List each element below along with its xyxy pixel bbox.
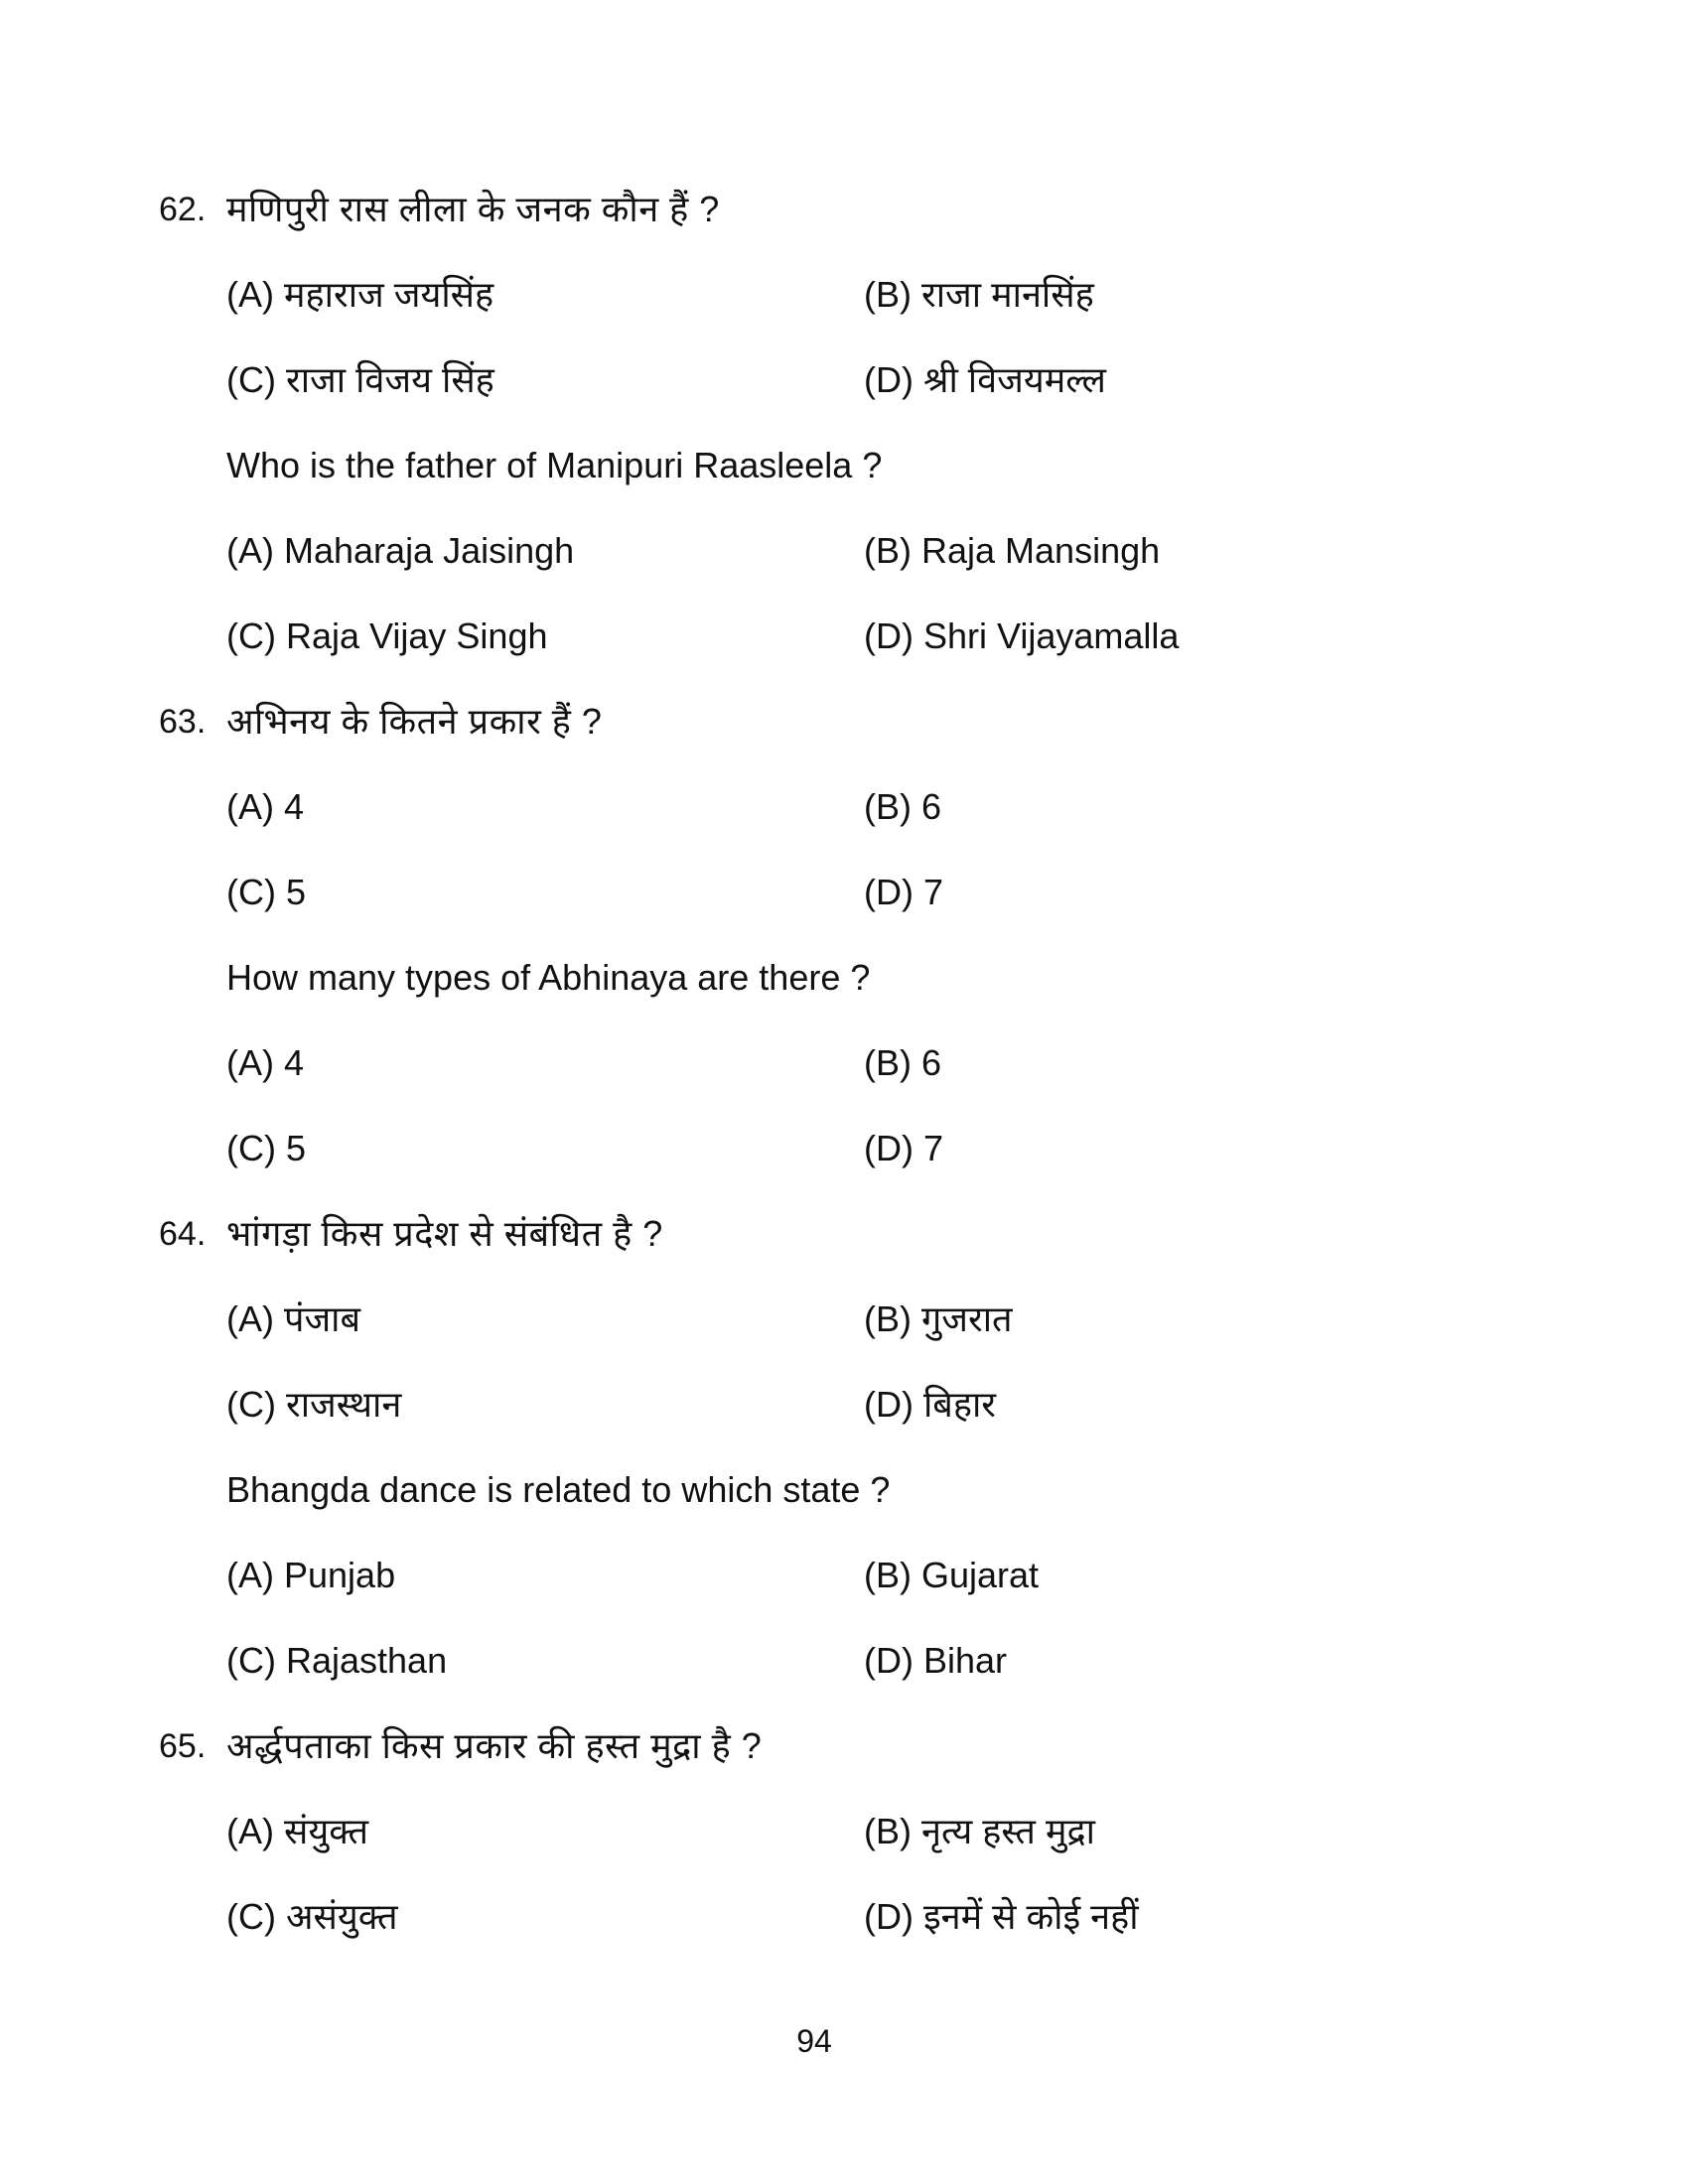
- option-text: 5: [285, 1128, 307, 1168]
- option-b-hindi: [864, 1811, 1095, 1852]
- question-block-64: [0, 1213, 1688, 1682]
- option-text: Punjab: [284, 1555, 396, 1595]
- option-text: इनमें से कोई नहीं: [922, 1896, 1139, 1937]
- option-text: Shri Vijayamalla: [922, 615, 1180, 656]
- option-label: (D): [864, 1640, 914, 1681]
- option-label: (A): [226, 1811, 274, 1851]
- option-text: 6: [921, 1042, 942, 1083]
- option-label: (B): [864, 530, 912, 571]
- option-label: (A): [226, 1298, 274, 1339]
- option-a-english: [226, 1042, 864, 1084]
- option-b-english: [864, 1042, 941, 1084]
- question-text-english: [226, 445, 1688, 486]
- question-number: 65.: [159, 1727, 207, 1765]
- option-a-english: [226, 1555, 864, 1596]
- question-block-65: [0, 1725, 1688, 1938]
- question-text-english-label: Who is the father of Manipuri Raasleela ?: [226, 445, 883, 485]
- option-d-hindi: [864, 359, 1106, 401]
- option-label: (C): [226, 872, 276, 912]
- option-a-hindi: [226, 274, 864, 316]
- option-text: 4: [284, 786, 305, 827]
- option-text: राजा मानसिंह: [921, 274, 1094, 315]
- option-label: (B): [864, 786, 912, 827]
- question-text-english-label: How many types of Abhinaya are there ?: [226, 957, 871, 998]
- option-c-english: [226, 1640, 864, 1682]
- option-d-hindi: [864, 1384, 996, 1426]
- option-text: गुजरात: [921, 1298, 1013, 1339]
- option-label: (B): [864, 1555, 912, 1595]
- option-text: 7: [922, 872, 944, 912]
- question-text-hindi: मणिपुरी रास लीला के जनक कौन हैं ?: [226, 189, 720, 229]
- option-text: Raja Mansingh: [921, 530, 1161, 571]
- option-d-english: [864, 1640, 1007, 1682]
- option-text: नृत्य हस्त मुद्रा: [921, 1811, 1095, 1851]
- option-b-hindi: [864, 786, 941, 828]
- option-a-english: [226, 530, 864, 572]
- option-c-english: [226, 1128, 864, 1169]
- option-d-hindi: [864, 872, 943, 913]
- page-number: 94: [796, 2023, 832, 2059]
- option-a-hindi: [226, 1811, 864, 1852]
- option-text: 5: [285, 872, 307, 912]
- option-label: (A): [226, 1042, 274, 1083]
- question-block-62: [0, 189, 1688, 657]
- option-text: 4: [284, 1042, 305, 1083]
- question-text-hindi: अर्द्धपताका किस प्रकार की हस्त मुद्रा है ?: [226, 1725, 763, 1766]
- option-text: Gujarat: [921, 1555, 1040, 1595]
- option-label: (C): [226, 615, 276, 656]
- option-d-hindi: [864, 1896, 1139, 1938]
- option-text: Bihar: [922, 1640, 1008, 1681]
- option-label: (D): [864, 615, 914, 656]
- option-label: (A): [226, 530, 274, 571]
- option-label: (C): [226, 1640, 276, 1681]
- option-c-hindi: [226, 1896, 864, 1938]
- option-a-hindi: [226, 1298, 864, 1340]
- option-label: (C): [226, 359, 276, 400]
- option-label: (B): [864, 1042, 912, 1083]
- option-c-english: [226, 615, 864, 657]
- question-text-english: [226, 1469, 1688, 1511]
- option-text: Raja Vijay Singh: [285, 615, 548, 656]
- question-number: 62.: [159, 191, 207, 228]
- option-text: Rajasthan: [285, 1640, 448, 1681]
- question-number: 64.: [159, 1215, 207, 1253]
- option-text: असंयुक्त: [285, 1896, 398, 1937]
- question-text-english-label: Bhangda dance is related to which state ?: [226, 1469, 891, 1510]
- option-d-english: [864, 1128, 943, 1169]
- option-text: राजा विजय सिंह: [285, 359, 494, 400]
- question-text-hindi: अभिनय के कितने प्रकार हैं ?: [226, 701, 603, 742]
- option-d-english: [864, 615, 1179, 657]
- question-text-hindi: भांगड़ा किस प्रदेश से संबंधित है ?: [226, 1213, 663, 1254]
- option-text: बिहार: [922, 1384, 997, 1425]
- option-label: (B): [864, 1811, 912, 1851]
- option-c-hindi: [226, 1384, 864, 1426]
- option-text: पंजाब: [284, 1298, 361, 1339]
- option-label: (B): [864, 1298, 912, 1339]
- option-text: महाराज जयसिंह: [284, 274, 494, 315]
- option-label: (A): [226, 786, 274, 827]
- option-b-hindi: [864, 274, 1094, 316]
- option-b-hindi: [864, 1298, 1013, 1340]
- option-label: (D): [864, 359, 914, 400]
- option-text: 7: [922, 1128, 944, 1168]
- option-label: (D): [864, 1128, 914, 1168]
- option-label: (A): [226, 1555, 274, 1595]
- option-c-hindi: [226, 872, 864, 913]
- option-text: राजस्थान: [285, 1384, 402, 1425]
- option-text: Maharaja Jaisingh: [284, 530, 575, 571]
- option-label: (C): [226, 1384, 276, 1425]
- option-b-english: [864, 530, 1160, 572]
- question-block-63: [0, 701, 1688, 1169]
- option-label: (C): [226, 1896, 276, 1937]
- option-text: 6: [921, 786, 942, 827]
- option-label: (D): [864, 1384, 914, 1425]
- question-text-english: [226, 957, 1688, 999]
- option-text: संयुक्त: [284, 1811, 369, 1851]
- option-label: (D): [864, 1896, 914, 1937]
- option-c-hindi: [226, 359, 864, 401]
- option-a-hindi: [226, 786, 864, 828]
- option-label: (C): [226, 1128, 276, 1168]
- option-label: (B): [864, 274, 912, 315]
- option-text: श्री विजयमल्ल: [922, 359, 1106, 400]
- option-label: (A): [226, 274, 274, 315]
- option-b-english: [864, 1555, 1039, 1596]
- option-label: (D): [864, 872, 914, 912]
- question-number: 63.: [159, 703, 207, 741]
